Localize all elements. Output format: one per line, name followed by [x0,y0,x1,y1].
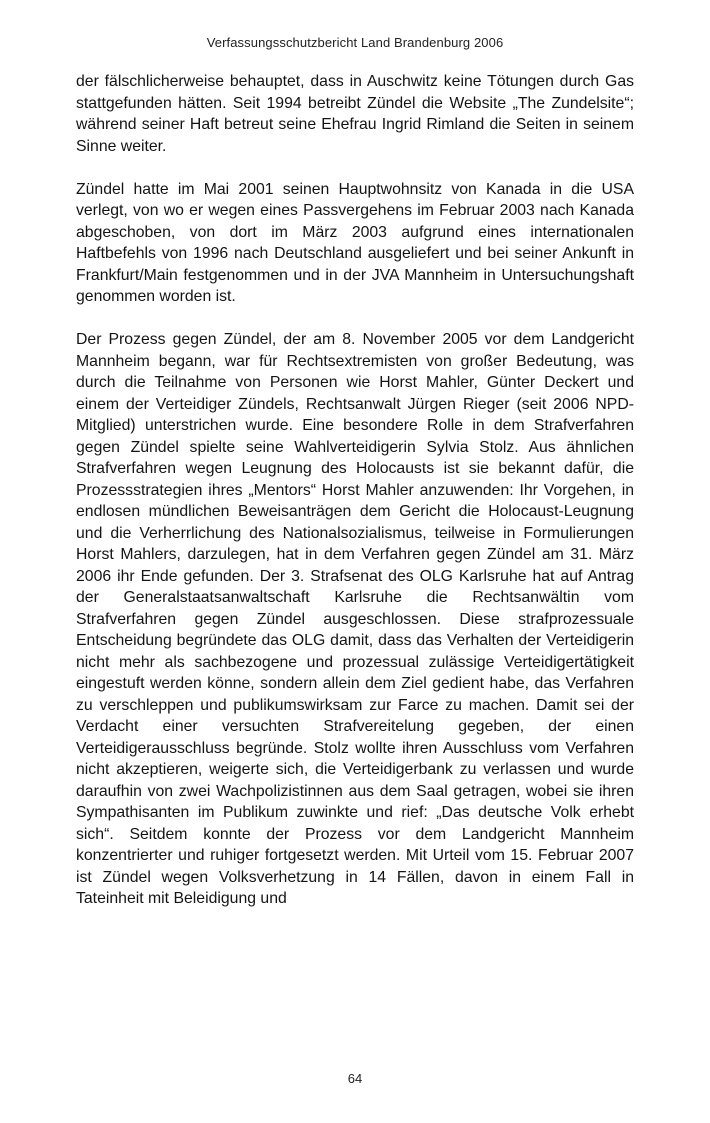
page-number: 64 [347,1071,363,1086]
paragraph: der fälschlicherweise behauptet, dass in Auschwitz keine Tötungen durch Gas stattgefunden hätten. Seit 1994 betreibt Zündel die Website „The Zundelsite“; während seiner Haft betreut seine Ehefrau Ingrid Rimland die Seiten in seinem Sinne weiter. [76,73,634,155]
running-header: Verfassungsschutzbericht Land Brandenburg 2006 [206,35,504,50]
body-text [76,71,634,910]
paragraph: Zündel hatte im Mai 2001 seinen Hauptwohnsitz von Kanada in die USA verlegt, von wo er wegen eines Passvergehens im Februar 2003 nach Kanada abgeschoben, von dort im März 2003 aufgrund eines internationalen Haftbefehls von 1996 nach Deutschland ausgeliefert und bei seiner Ankunft in Frankfurt/Main festgenommen und in der JVA Mannheim in Untersuchungshaft genommen worden ist. [76,180,634,305]
paragraph: Der Prozess gegen Zündel, der am 8. November 2005 vor dem Landgericht Mannheim begann, war für Rechtsextremisten von großer Bedeutung, was durch die Teilnahme von Personen wie Horst Mahler, Günter Deckert und einem der Verteidiger Zündels, Rechtsanwalt Jürgen Rieger (seit 2006 NPD-Mitglied) unterstrichen wurde. Eine besondere Rolle in dem Strafverfahren gegen Zündel spielte seine Wahlverteidigerin Sylvia Stolz. Aus ähnlichen Strafverfahren wegen Leugnung des Holocausts ist sie bekannt dafür, die Prozessstrategien ihres „Mentors“ Horst Mahler anzuwenden: Ihr Vorgehen, in endlosen mündlichen Beweisanträgen dem Gericht die Holocaust-Leugnung und die Verherrlichung des Nationalsozialismus, teilweise in Formulierungen Horst Mahlers, darzulegen, hat in dem Verfahren gegen Zündel am 31. März 2006 ihr Ende gefunden. Der 3. Strafsenat des OLG Karlsruhe hat auf Antrag der Generalstaatsanwaltschaft Karlsruhe die Rechtsanwältin vom Strafverfahren gegen Zündel ausgeschlossen. Diese strafprozessuale Entscheidung begründete das OLG damit, dass das Verhalten der Verteidigerin nicht mehr als sachbezogene und prozessual zulässige Verteidigertätigkeit eingestuft werden könne, sondern allein dem Ziel gedient habe, das Verfahren zu verschleppen und publikumswirksam zur Farce zu machen. Damit sei der Verdacht einer versuchten Strafvereitelung gegeben, der einen Verteidigerausschluss begründe. Stolz wollte ihren Ausschluss vom Verfahren nicht akzeptieren, weigerte sich, die Verteidigerbank zu verlassen und wurde daraufhin von zwei Wachpolizistinnen aus dem Saal getragen, wobei sie ihren Sympathisanten im Publikum zuwinkte und rief: „Das deutsche Volk erhebt sich“. Seitdem konnte der Prozess vor dem Landgericht Mannheim konzentrierter und ruhiger fortgesetzt werden. Mit Urteil vom 15. Februar 2007 ist Zündel wegen Volksverhetzung in 14 Fällen, davon in einem Fall in Tateinheit mit Beleidigung und [76,331,634,907]
